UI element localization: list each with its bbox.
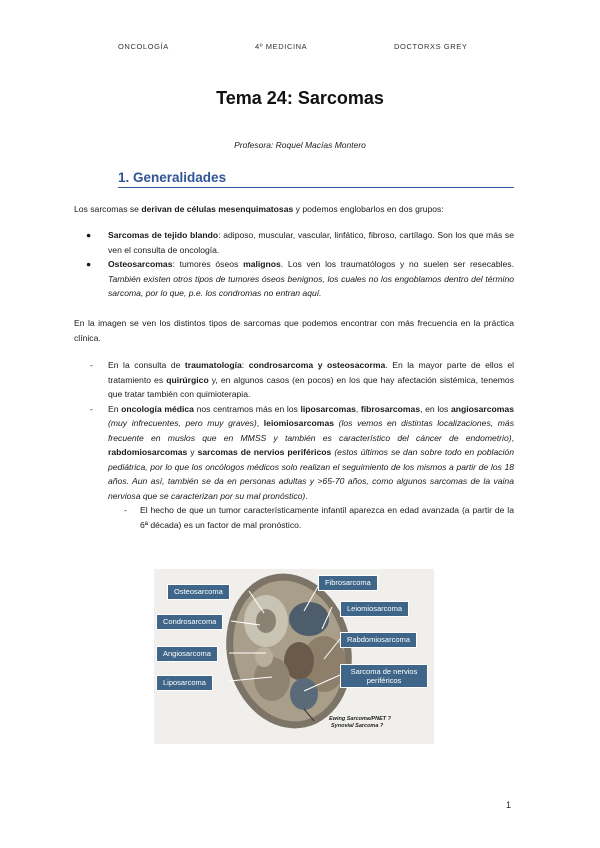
image-intro-paragraph: En la imagen se ven los distintos tipos de sarcomas que podemos encontrar con más frecuencia en la práctica clínica. bbox=[74, 318, 514, 343]
header-subject: ONCOLOGÍA bbox=[118, 42, 169, 51]
list-item: - En oncología médica nos centramos más en los liposarcomas, fibrosarcomas, en los angiosarcomas (muy infrecuentes, pero muy graves), leiomiosarcomas (los vemos en distintas localizaciones, más frecuente en muslos que en MMSS y también es característico del cáncer de endometrio), rabdomiosarcomas y sarcomas de nervios periféricos (estos últimos se dan sobre todo en población pediátrica, por lo que los oncólogos médicos solo realizan el seguimiento de los mismos a partir de los 18 años. Aun así, también se da en personas adultas y >65-70 años, como algunos sarcomas de la vaina nerviosa que se caracterizan por su mal pronóstico). bbox=[90, 403, 514, 501]
list-item: - El hecho de que un tumor característicamente infantil aparezca en edad avanzada (a partir de la 6ª década) es un factor de mal pronóstico. bbox=[124, 505, 514, 530]
dash-marker: - bbox=[124, 505, 127, 515]
section-heading bbox=[118, 170, 514, 188]
bullet-marker: ● bbox=[86, 230, 92, 240]
list-item: - En la consulta de traumatología: condrosarcoma y osteosacorma. En la mayor parte de ellos el tratamiento es quirúrgico y, en algunos casos (en pocos) en los que hay afectación sistémica, tenemos que tratar también con quimioterapia. bbox=[90, 360, 515, 399]
bullet-marker: ● bbox=[86, 259, 92, 269]
list-item: ● Osteosarcomas: tumores óseos malignos. Los ven los traumatólogos y no suelen ser resecables. También existen otros tipos de tumores óseos benignos, los cuales no los engoblamos dentro del término sarcoma, por lo que, p.e. los condromas no entran aquí. bbox=[86, 259, 514, 298]
label-osteosarcoma: Osteosarcoma bbox=[167, 584, 230, 600]
label-sarcoma-nervios: Sarcoma de nervios periféricos bbox=[340, 664, 428, 688]
dash-marker: - bbox=[90, 403, 93, 414]
label-condrosarcoma: Condrosarcoma bbox=[156, 614, 223, 630]
header-course: 4º MEDICINA bbox=[255, 42, 308, 51]
section-number: 1. bbox=[118, 170, 130, 185]
sarcoma-groups-list bbox=[74, 228, 514, 301]
section-title: Generalidades bbox=[133, 170, 227, 185]
intro-paragraph: Los sarcomas se derivan de células mesenquimatosas y podemos englobarlos en dos grupos: bbox=[74, 204, 444, 214]
professor-line: Profesora: Roquel Macías Montero bbox=[234, 140, 366, 150]
list-item: ● Sarcomas de tejido blando: adiposo, muscular, vascular, linfático, fibroso, cartílago. Son los que más se ven el consulta de oncología. bbox=[86, 230, 515, 255]
dash-marker: - bbox=[90, 360, 93, 370]
header-author: DOCTORXS GREY bbox=[394, 42, 468, 51]
label-fibrosarcoma: Fibrosarcoma bbox=[318, 575, 378, 591]
page-header bbox=[0, 42, 600, 54]
label-liposarcoma: Liposarcoma bbox=[156, 675, 213, 691]
figure-caption: Ewing Sarcoma/PNET ? Synovial Sarcoma ? bbox=[329, 716, 392, 729]
label-rabdomiosarcoma: Rabdomiosarcoma bbox=[340, 632, 417, 648]
specialty-list bbox=[74, 358, 514, 532]
page-title: Tema 24: Sarcomas bbox=[216, 88, 384, 108]
sarcoma-types-figure bbox=[154, 569, 434, 744]
page-number: 1 bbox=[506, 800, 512, 810]
label-leiomiosarcoma: Leiomiosarcoma bbox=[340, 601, 409, 617]
label-angiosarcoma: Angiosarcoma bbox=[156, 646, 218, 662]
